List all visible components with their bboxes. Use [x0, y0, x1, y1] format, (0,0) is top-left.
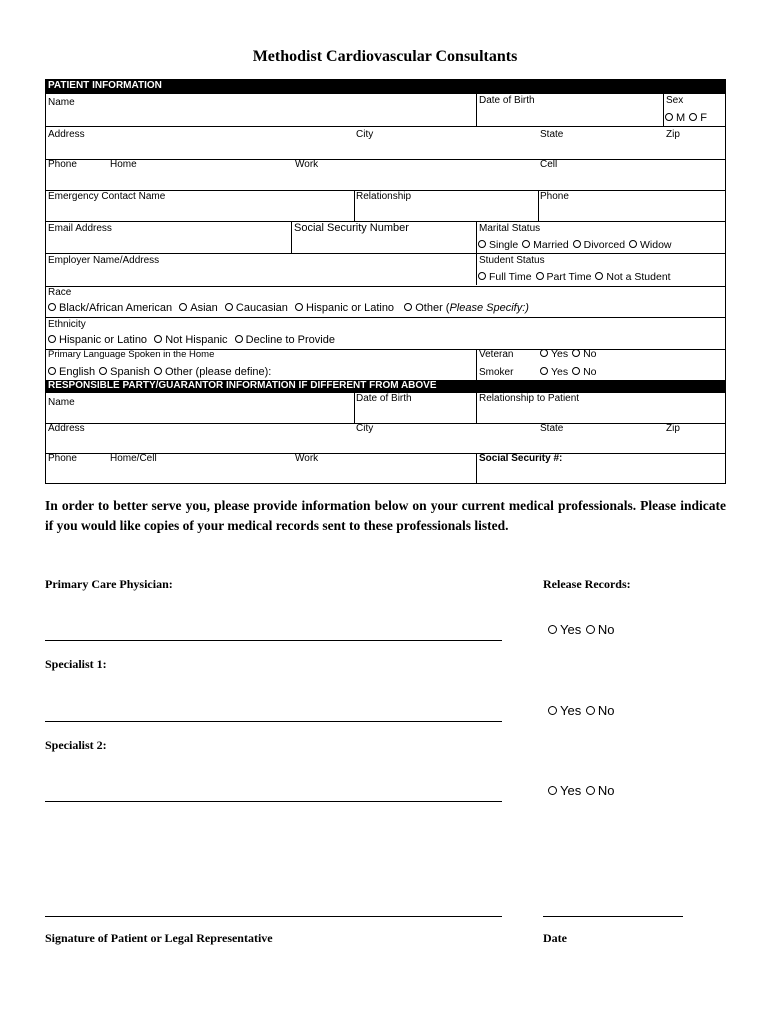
language-options: English Spanish Other (please define):: [47, 366, 271, 379]
label-email: Email Address: [48, 223, 112, 234]
specialist2-release-options: Yes No: [547, 783, 614, 798]
veteran-yes-radio[interactable]: [540, 349, 548, 357]
label-emergency-contact: Emergency Contact Name: [48, 191, 166, 202]
label-student-status: Student Status: [479, 255, 545, 266]
language-spanish-radio[interactable]: [99, 367, 107, 375]
specialist2-no-radio[interactable]: [586, 786, 595, 795]
label-state: State: [540, 129, 564, 140]
release-records-label: Release Records:: [543, 577, 631, 591]
label-address: Address: [48, 129, 85, 140]
guarantor-label-home-cell: Home/Cell: [110, 453, 157, 464]
pcp-label: Primary Care Physician:: [45, 577, 173, 591]
guarantor-label-phone: Phone: [48, 453, 77, 464]
label-ethnicity: Ethnicity: [48, 319, 86, 330]
pcp-no-radio[interactable]: [586, 625, 595, 634]
label-relationship: Relationship: [356, 191, 412, 202]
smoker-options: Yes No: [539, 366, 597, 379]
ethnicity-hispanic-radio[interactable]: [48, 335, 56, 343]
race-hispanic-radio[interactable]: [295, 303, 303, 311]
race-caucasian-radio[interactable]: [225, 303, 233, 311]
language-other-radio[interactable]: [154, 367, 162, 375]
guarantor-label-relationship: Relationship to Patient: [479, 393, 580, 404]
guarantor-label-ssn: Social Security #:: [479, 453, 563, 464]
student-not-radio[interactable]: [595, 272, 603, 280]
label-home: Home: [110, 159, 137, 170]
signature-label: Signature of Patient or Legal Representative: [45, 931, 273, 945]
student-options: Full Time Part Time Not a Student: [477, 271, 671, 284]
guarantor-header: RESPONSIBLE PARTY/GUARANTOR INFORMATION IF DIFFERENT FROM ABOVE: [45, 380, 726, 393]
patient-info-form: [45, 79, 726, 484]
label-dob: Date of Birth: [479, 95, 535, 106]
label-zip: Zip: [666, 129, 680, 140]
guarantor-label-name: Name: [48, 397, 75, 408]
specialist2-line[interactable]: [45, 801, 502, 802]
date-line[interactable]: [543, 916, 683, 917]
guarantor-label-city: City: [356, 423, 374, 434]
signature-line[interactable]: [45, 916, 502, 917]
marital-married-radio[interactable]: [522, 240, 530, 248]
label-marital-status: Marital Status: [479, 223, 541, 234]
guarantor-label-zip: Zip: [666, 423, 680, 434]
guarantor-label-dob: Date of Birth: [356, 393, 412, 404]
label-veteran: Veteran: [479, 349, 514, 360]
specialist1-label: Specialist 1:: [45, 657, 107, 671]
specialist1-no-radio[interactable]: [586, 706, 595, 715]
student-fulltime-radio[interactable]: [478, 272, 486, 280]
label-sex: Sex: [666, 95, 684, 106]
label-employer: Employer Name/Address: [48, 255, 160, 266]
label-language: Primary Language Spoken in the Home: [48, 349, 215, 360]
pcp-release-options: Yes No: [547, 622, 614, 637]
label-phone: Phone: [48, 159, 77, 170]
guarantor-label-state: State: [540, 423, 564, 434]
specialist2-yes-radio[interactable]: [548, 786, 557, 795]
label-work: Work: [295, 159, 319, 170]
specialist1-line[interactable]: [45, 721, 502, 722]
label-cell: Cell: [540, 159, 558, 170]
label-name: Name: [48, 97, 75, 108]
specialist2-label: Specialist 2:: [45, 738, 107, 752]
veteran-no-radio[interactable]: [572, 349, 580, 357]
specialist1-release-options: Yes No: [547, 703, 614, 718]
smoker-yes-radio[interactable]: [540, 367, 548, 375]
ethnicity-decline-radio[interactable]: [235, 335, 243, 343]
smoker-no-radio[interactable]: [572, 367, 580, 375]
marital-single-radio[interactable]: [478, 240, 486, 248]
label-emergency-phone: Phone: [540, 191, 569, 202]
guarantor-label-work: Work: [295, 453, 319, 464]
marital-divorced-radio[interactable]: [573, 240, 581, 248]
patient-info-header: PATIENT INFORMATION: [45, 79, 726, 94]
student-parttime-radio[interactable]: [536, 272, 544, 280]
veteran-options: Yes No: [539, 348, 597, 361]
form-title: Methodist Cardiovascular Consultants: [252, 48, 518, 65]
label-ssn: Social Security Number: [294, 222, 409, 234]
language-english-radio[interactable]: [48, 367, 56, 375]
race-options: Black/African American Asian Caucasian Hispanic or Latino Other (Please Specify:): [47, 302, 529, 315]
race-black-radio[interactable]: [48, 303, 56, 311]
specialist1-yes-radio[interactable]: [548, 706, 557, 715]
sex-options: M F: [664, 112, 707, 125]
pcp-line[interactable]: [45, 640, 502, 641]
ethnicity-not-hispanic-radio[interactable]: [154, 335, 162, 343]
ethnicity-options: Hispanic or Latino Not Hispanic Decline to Provide: [47, 334, 335, 347]
date-label: Date: [543, 931, 567, 945]
marital-widow-radio[interactable]: [629, 240, 637, 248]
guarantor-label-address: Address: [48, 423, 85, 434]
label-smoker: Smoker: [479, 367, 514, 378]
instructions-paragraph: In order to better serve you, please provide information below on your current medical professionals. Please indicate if you would like copies of your medical records sent to these professionals listed.: [45, 498, 726, 533]
pcp-yes-radio[interactable]: [548, 625, 557, 634]
marital-options: Single Married Divorced Widow: [477, 239, 672, 252]
sex-m-radio[interactable]: [665, 113, 673, 121]
race-asian-radio[interactable]: [179, 303, 187, 311]
sex-f-radio[interactable]: [689, 113, 697, 121]
label-city: City: [356, 129, 374, 140]
label-race: Race: [48, 287, 72, 298]
race-other-radio[interactable]: [404, 303, 412, 311]
